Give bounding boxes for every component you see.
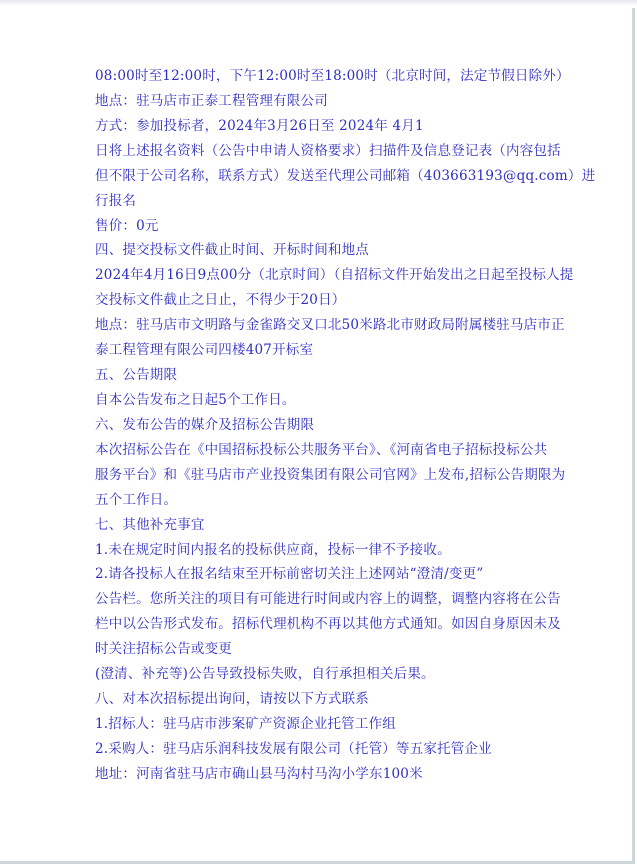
text-line: 五、公告期限 [95,367,178,384]
text-line: (澄清、补充等)公告导致投标失败，自行承担相关后果。 [95,666,435,683]
text-line: 泰工程管理有限公司四楼407开标室 [95,342,314,359]
text-line: 公告栏。您所关注的项目有可能进行时间或内容上的调整，调整内容将在公告 [95,591,561,608]
text-line: 四、提交投标文件截止时间、开标时间和地点 [95,242,369,259]
text-line: 交投标文件截止之日止，不得少于20日） [95,292,346,309]
text-line: 日将上述报名资料（公告中申请人资格要求）扫描件及信息登记表（内容包括 [95,142,561,159]
text-line: 08:00时至12:00时，下午12:00时至18:00时（北京时间，法定节假日除外） [95,68,570,84]
text-line: 行报名 [95,192,137,209]
document-text [95,64,596,787]
text-line: 2.采购人：驻马店乐润科技发展有限公司（托管）等五家托管企业 [95,740,492,757]
text-line: 1.招标人：驻马店市涉案矿产资源企业托管工作组 [95,715,396,732]
text-line: 售价：0元 [95,217,159,234]
text-line: 七、其他补充事宜 [95,516,205,533]
text-line: 地点：驻马店市正泰工程管理有限公司 [95,92,328,109]
text-line: 但不限于公司名称，联系方式）发送至代理公司邮箱（403663193@qq.com）进 [95,167,596,184]
text-line: 五个工作日。 [95,491,178,508]
text-line: 自本公告发布之日起5个工作日。 [95,391,296,408]
text-line: 1.未在规定时间内报名的投标供应商，投标一律不予接收。 [95,541,451,558]
text-line: 栏中以公告形式发布。招标代理机构不再以其他方式通知。如因自身原因未及 [95,616,561,633]
text-line: 2.请各投标人在报名结束至开标前密切关注上述网站“澄清/变更” [95,566,484,583]
text-line: 地址：河南省驻马店市确山县马沟村马沟小学东100米 [95,765,423,782]
text-line: 方式：参加投标者，2024年3月26日至 2024年 4月1 [95,117,424,134]
text-line: 服务平台》和《驻马店市产业投资集团有限公司官网》上发布,招标公告期限为 [95,466,566,483]
text-line: 地点：驻马店市文明路与金雀路交叉口北50米路北市财政局附属楼驻马店市正 [95,317,565,334]
page-top-shadow [0,0,637,6]
text-line: 六、发布公告的媒介及招标公告期限 [95,416,315,433]
page-edge-right [632,8,635,864]
text-line: 时关注招标公告或变更 [95,641,232,658]
text-line: 本次招标公告在《中国招标投标公共服务平台》、《河南省电子招标投标公共 [95,441,548,458]
text-line: 2024年4月16日9点00分（北京时间）（自招标文件开始发出之日起至投标人提 [95,267,574,284]
text-line: 八、对本次招标提出询问，请按以下方式联系 [95,691,369,708]
page-edge-bottom [0,861,634,864]
